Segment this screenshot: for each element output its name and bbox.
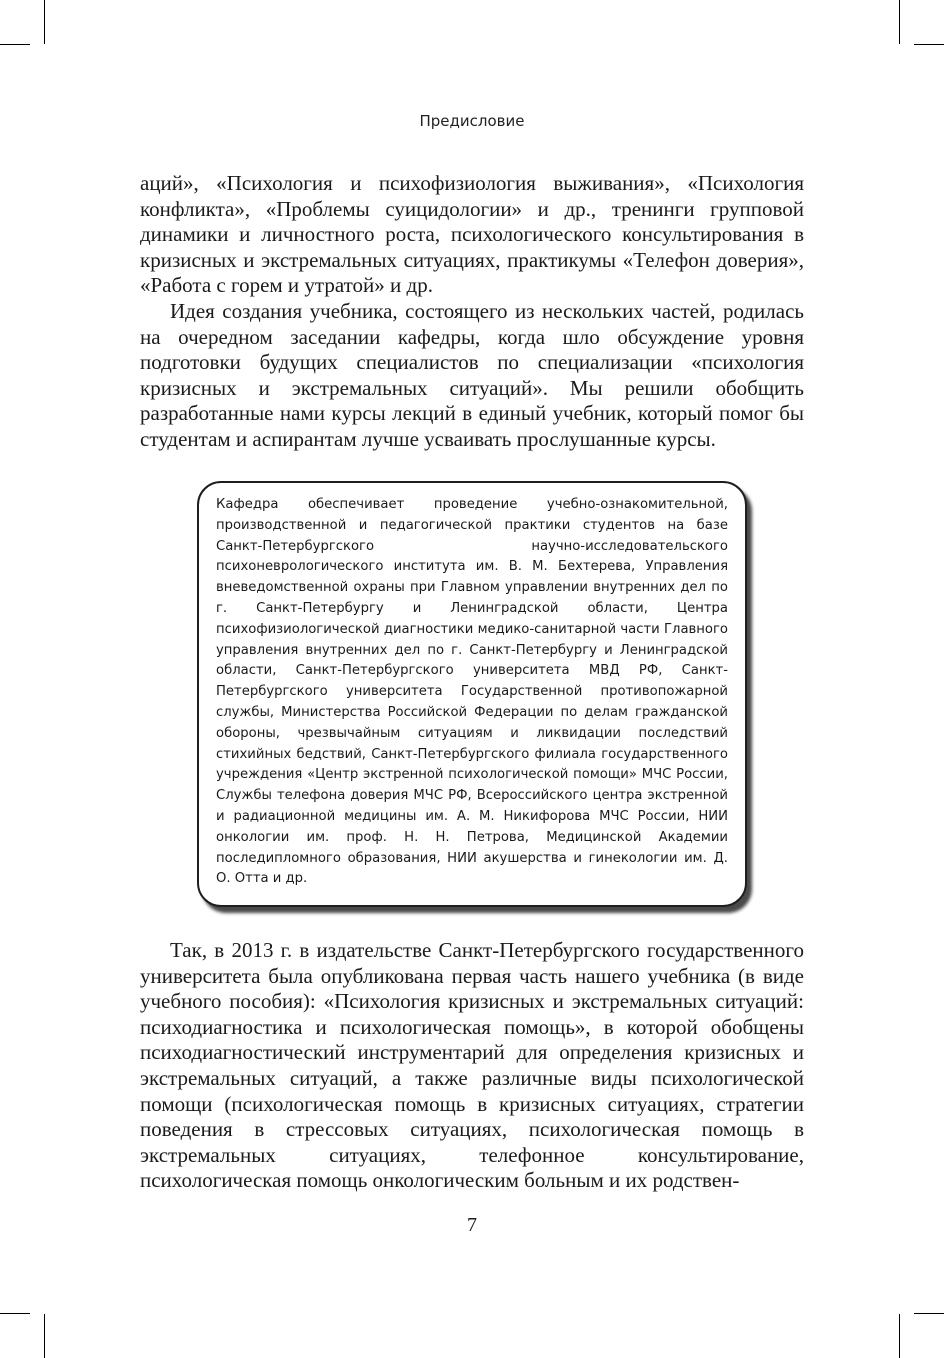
- crop-mark-bottom-left-horizontal: [0, 1313, 30, 1314]
- crop-mark-top-right-vertical: [899, 0, 900, 44]
- idea-paragraph: Идея создания учебника, состоящего из нескольких частей, родилась на очередном заседании кафедры, когда шло обсуждение уровня подготовки будущих специалистов по специализации «психология кризисных и экстремальных ситуаций». Мы решили обобщить разработанные нами курсы лекций в единый учебник, который помог бы студентам и аспирантам лучше усваивать прослушанные курсы.: [140, 298, 804, 451]
- crop-mark-top-left-vertical: [44, 0, 45, 44]
- crop-mark-bottom-right-horizontal: [914, 1313, 944, 1314]
- crop-mark-bottom-left-vertical: [44, 1314, 45, 1358]
- running-head: Предисловие: [419, 112, 525, 130]
- text-block-bottom: [140, 938, 804, 1194]
- publication-paragraph: Так, в 2013 г. в издательстве Санкт-Петербургского государственного университета была опубликована первая часть нашего учебника (в виде учебного пособия): «Психология кризисных и экстремальных ситуаций: психодиагностика и психологическая помощь», в которой обобщены психодиагностический инструментарий для определения кризисных и экстремальных ситуаций, а также различные виды психологической помощи (психологическая помощь в кризисных ситуациях, стратегии поведения в стрессовых ситуациях, психологическая помощь в экстремальных ситуациях, телефонное консультирование, психологическая помощь онкологическим больным и их родствен-: [140, 938, 804, 1193]
- continuation-paragraph: аций», «Психология и психофизиология выживания», «Психология конфликта», «Проблемы суицидологии» и др., тренинги групповой динамики и личностного роста, психологического консультирования в кризисных и экстремальных ситуациях, практикумы «Телефон доверия», «Работа с горем и утратой» и др.: [140, 171, 804, 298]
- callout-box: [197, 481, 747, 907]
- crop-mark-bottom-right-vertical: [899, 1314, 900, 1358]
- callout-text: Кафедра обеспечивает проведение учебно-ознакомительной, производственной и педагогической практики студентов на базе Санкт-Петербургского научно-исследовательского психоневрологического института им. В. М. Бехтерева, Управления вневедомственной охраны при Главном управлении внутренних дел по г. Санкт-Петербургу и Ленинградской области, Центра психофизиологической диагностики медико-санитарной части Главного управления внутренних дел по г. Санкт-Петербургу и Ленинградской области, Санкт-Петербургского университета МВД РФ, Санкт-Петербургского университета Государственной противопожарной службы, Министерства Российской Федерации по делам гражданской обороны, чрезвычайным ситуациям и ликвидации последствий стихийных бедствий, Санкт-Петербургского филиала государственного учреждения «Центр экстренной психологической помощи» МЧС России, Службы телефона доверия МЧС РФ, Всероссийского центра экстренной и радиационной медицины им. А. М. Никифорова МЧС России, НИИ онкологии им. проф. Н. Н. Петрова, Медицинской Академии последипломного образования, НИИ акушерства и гинекологии им. Д. О. Отта и др.: [216, 497, 728, 887]
- text-block-top: [140, 171, 804, 453]
- crop-mark-top-left-horizontal: [0, 44, 30, 45]
- page-number: 7: [467, 1214, 477, 1236]
- crop-mark-top-right-horizontal: [914, 44, 944, 45]
